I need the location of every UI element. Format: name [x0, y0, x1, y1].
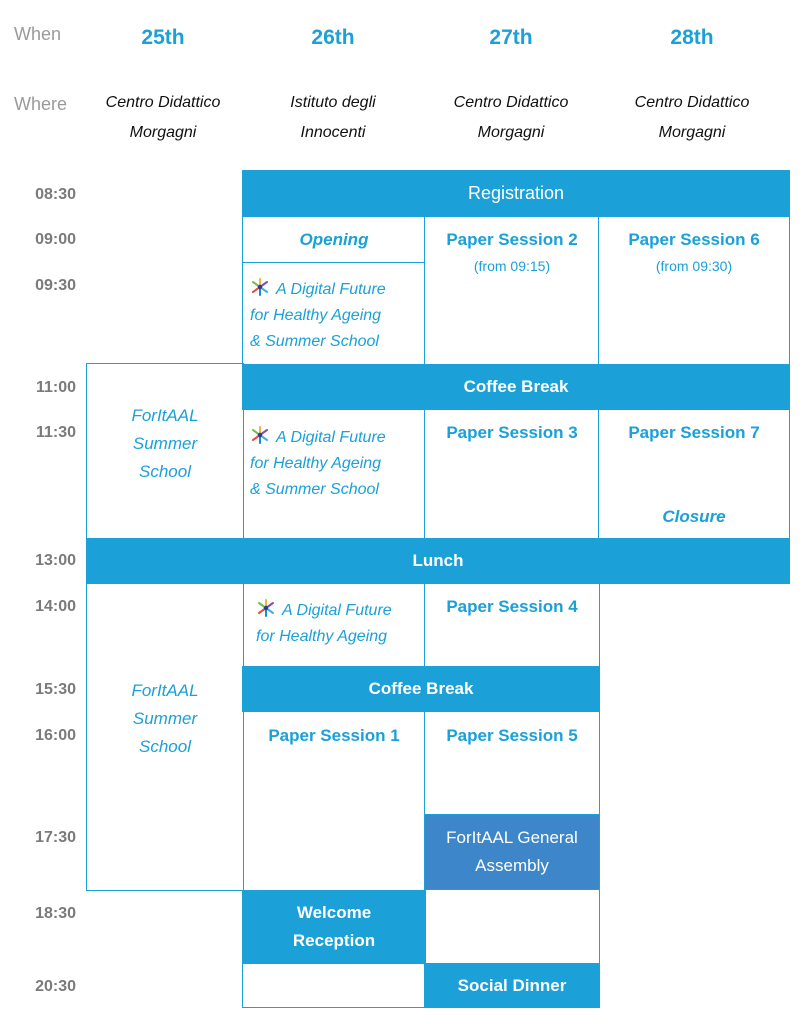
paper-session-6-title: Paper Session 6 — [628, 230, 760, 249]
time-label: 16:00 — [35, 727, 76, 744]
coffee-break-label: Coffee Break — [368, 679, 474, 698]
coffee-break-bar-1[interactable] — [242, 364, 790, 410]
time-label: 13:00 — [35, 552, 76, 569]
paper-session-5-title: Paper Session 5 — [446, 726, 578, 745]
welcome-line: Welcome — [296, 903, 372, 922]
sparkle-logo-icon — [250, 277, 270, 297]
adf-line: & Summer School — [250, 333, 379, 350]
time-label: 08:30 — [35, 186, 76, 203]
day-header-26: 26th — [311, 26, 355, 49]
summer-line: Summer — [132, 434, 198, 453]
venue-line: Istituto degli — [290, 94, 376, 111]
time-label: 14:00 — [35, 598, 76, 615]
sparkle-logo-icon — [250, 425, 270, 445]
time-label: 15:30 — [35, 681, 76, 698]
paper-session-6-time: (from 09:30) — [655, 258, 733, 274]
paper-session-4-cell[interactable] — [424, 583, 600, 667]
lunch-bar[interactable] — [86, 538, 790, 584]
venue-line: Centro Didattico — [453, 94, 569, 111]
time-label: 09:00 — [35, 231, 76, 248]
time-label: 17:30 — [35, 829, 76, 846]
venue-line: Centro Didattico — [634, 94, 750, 111]
venue-line: Morgagni — [477, 124, 545, 141]
digital-future-text-1 — [250, 277, 386, 355]
sparkle-logo-icon — [256, 598, 276, 618]
welcome-line: Reception — [292, 931, 376, 950]
coffee-break-bar-2[interactable] — [242, 666, 600, 712]
assembly-line: ForItAAL General — [446, 828, 578, 847]
summer-line: School — [139, 462, 191, 481]
paper-session-2-time: (from 09:15) — [473, 258, 551, 274]
empty-cell — [242, 963, 426, 1008]
social-dinner-label: Social Dinner — [457, 975, 567, 995]
paper-session-3-title: Paper Session 3 — [446, 423, 578, 442]
day-header-28: 28th — [670, 26, 714, 49]
time-label: 20:30 — [35, 978, 76, 995]
venue-line: Innocenti — [300, 124, 366, 141]
registration-bar[interactable] — [242, 170, 790, 217]
coffee-break-label: Coffee Break — [463, 377, 569, 396]
empty-cell — [424, 889, 600, 965]
adf-line: for Healthy Ageing — [250, 455, 382, 472]
venue-26 — [248, 88, 418, 148]
assembly-line: Assembly — [475, 856, 549, 875]
summer-line: ForItAAL — [131, 406, 199, 425]
when-label: When — [14, 24, 62, 44]
lunch-label: Lunch — [412, 551, 464, 570]
paper-session-4-title: Paper Session 4 — [446, 597, 578, 616]
paper-session-7-title: Paper Session 7 — [628, 423, 760, 442]
venue-line: Morgagni — [129, 124, 197, 141]
day-header-27: 27th — [489, 26, 533, 49]
closure-label: Closure — [662, 507, 726, 526]
welcome-reception-block[interactable] — [242, 890, 426, 964]
time-label: 09:30 — [35, 277, 76, 294]
summer-line: School — [139, 737, 191, 756]
venue-line: Centro Didattico — [105, 94, 221, 111]
summer-line: ForItAAL — [131, 681, 199, 700]
adf-line: for Healthy Ageing — [256, 628, 388, 645]
venue-28 — [607, 88, 777, 148]
adf-line: A Digital Future — [276, 429, 386, 446]
general-assembly-block[interactable] — [424, 814, 600, 890]
paper-session-1-title: Paper Session 1 — [268, 726, 400, 745]
venue-line: Morgagni — [658, 124, 726, 141]
adf-line: for Healthy Ageing — [250, 307, 382, 324]
registration-label: Registration — [467, 183, 565, 203]
digital-future-text-2 — [250, 425, 386, 503]
time-label: 18:30 — [35, 905, 76, 922]
summer-school-text-2 — [86, 677, 244, 761]
venue-25 — [78, 88, 248, 148]
time-label: 11:30 — [35, 424, 76, 441]
where-label: Where — [14, 94, 68, 114]
summer-line: Summer — [132, 709, 198, 728]
opening-label: Opening — [299, 230, 369, 249]
adf-line: A Digital Future — [276, 281, 386, 298]
adf-line: & Summer School — [250, 481, 379, 498]
digital-future-text-3 — [256, 598, 392, 650]
social-dinner-block[interactable] — [424, 963, 600, 1008]
paper-session-2-title: Paper Session 2 — [446, 230, 578, 249]
day-header-25: 25th — [141, 26, 185, 49]
adf-line: A Digital Future — [282, 602, 392, 619]
time-label: 11:00 — [35, 379, 76, 396]
summer-school-text-1 — [86, 402, 244, 486]
venue-27 — [426, 88, 596, 148]
